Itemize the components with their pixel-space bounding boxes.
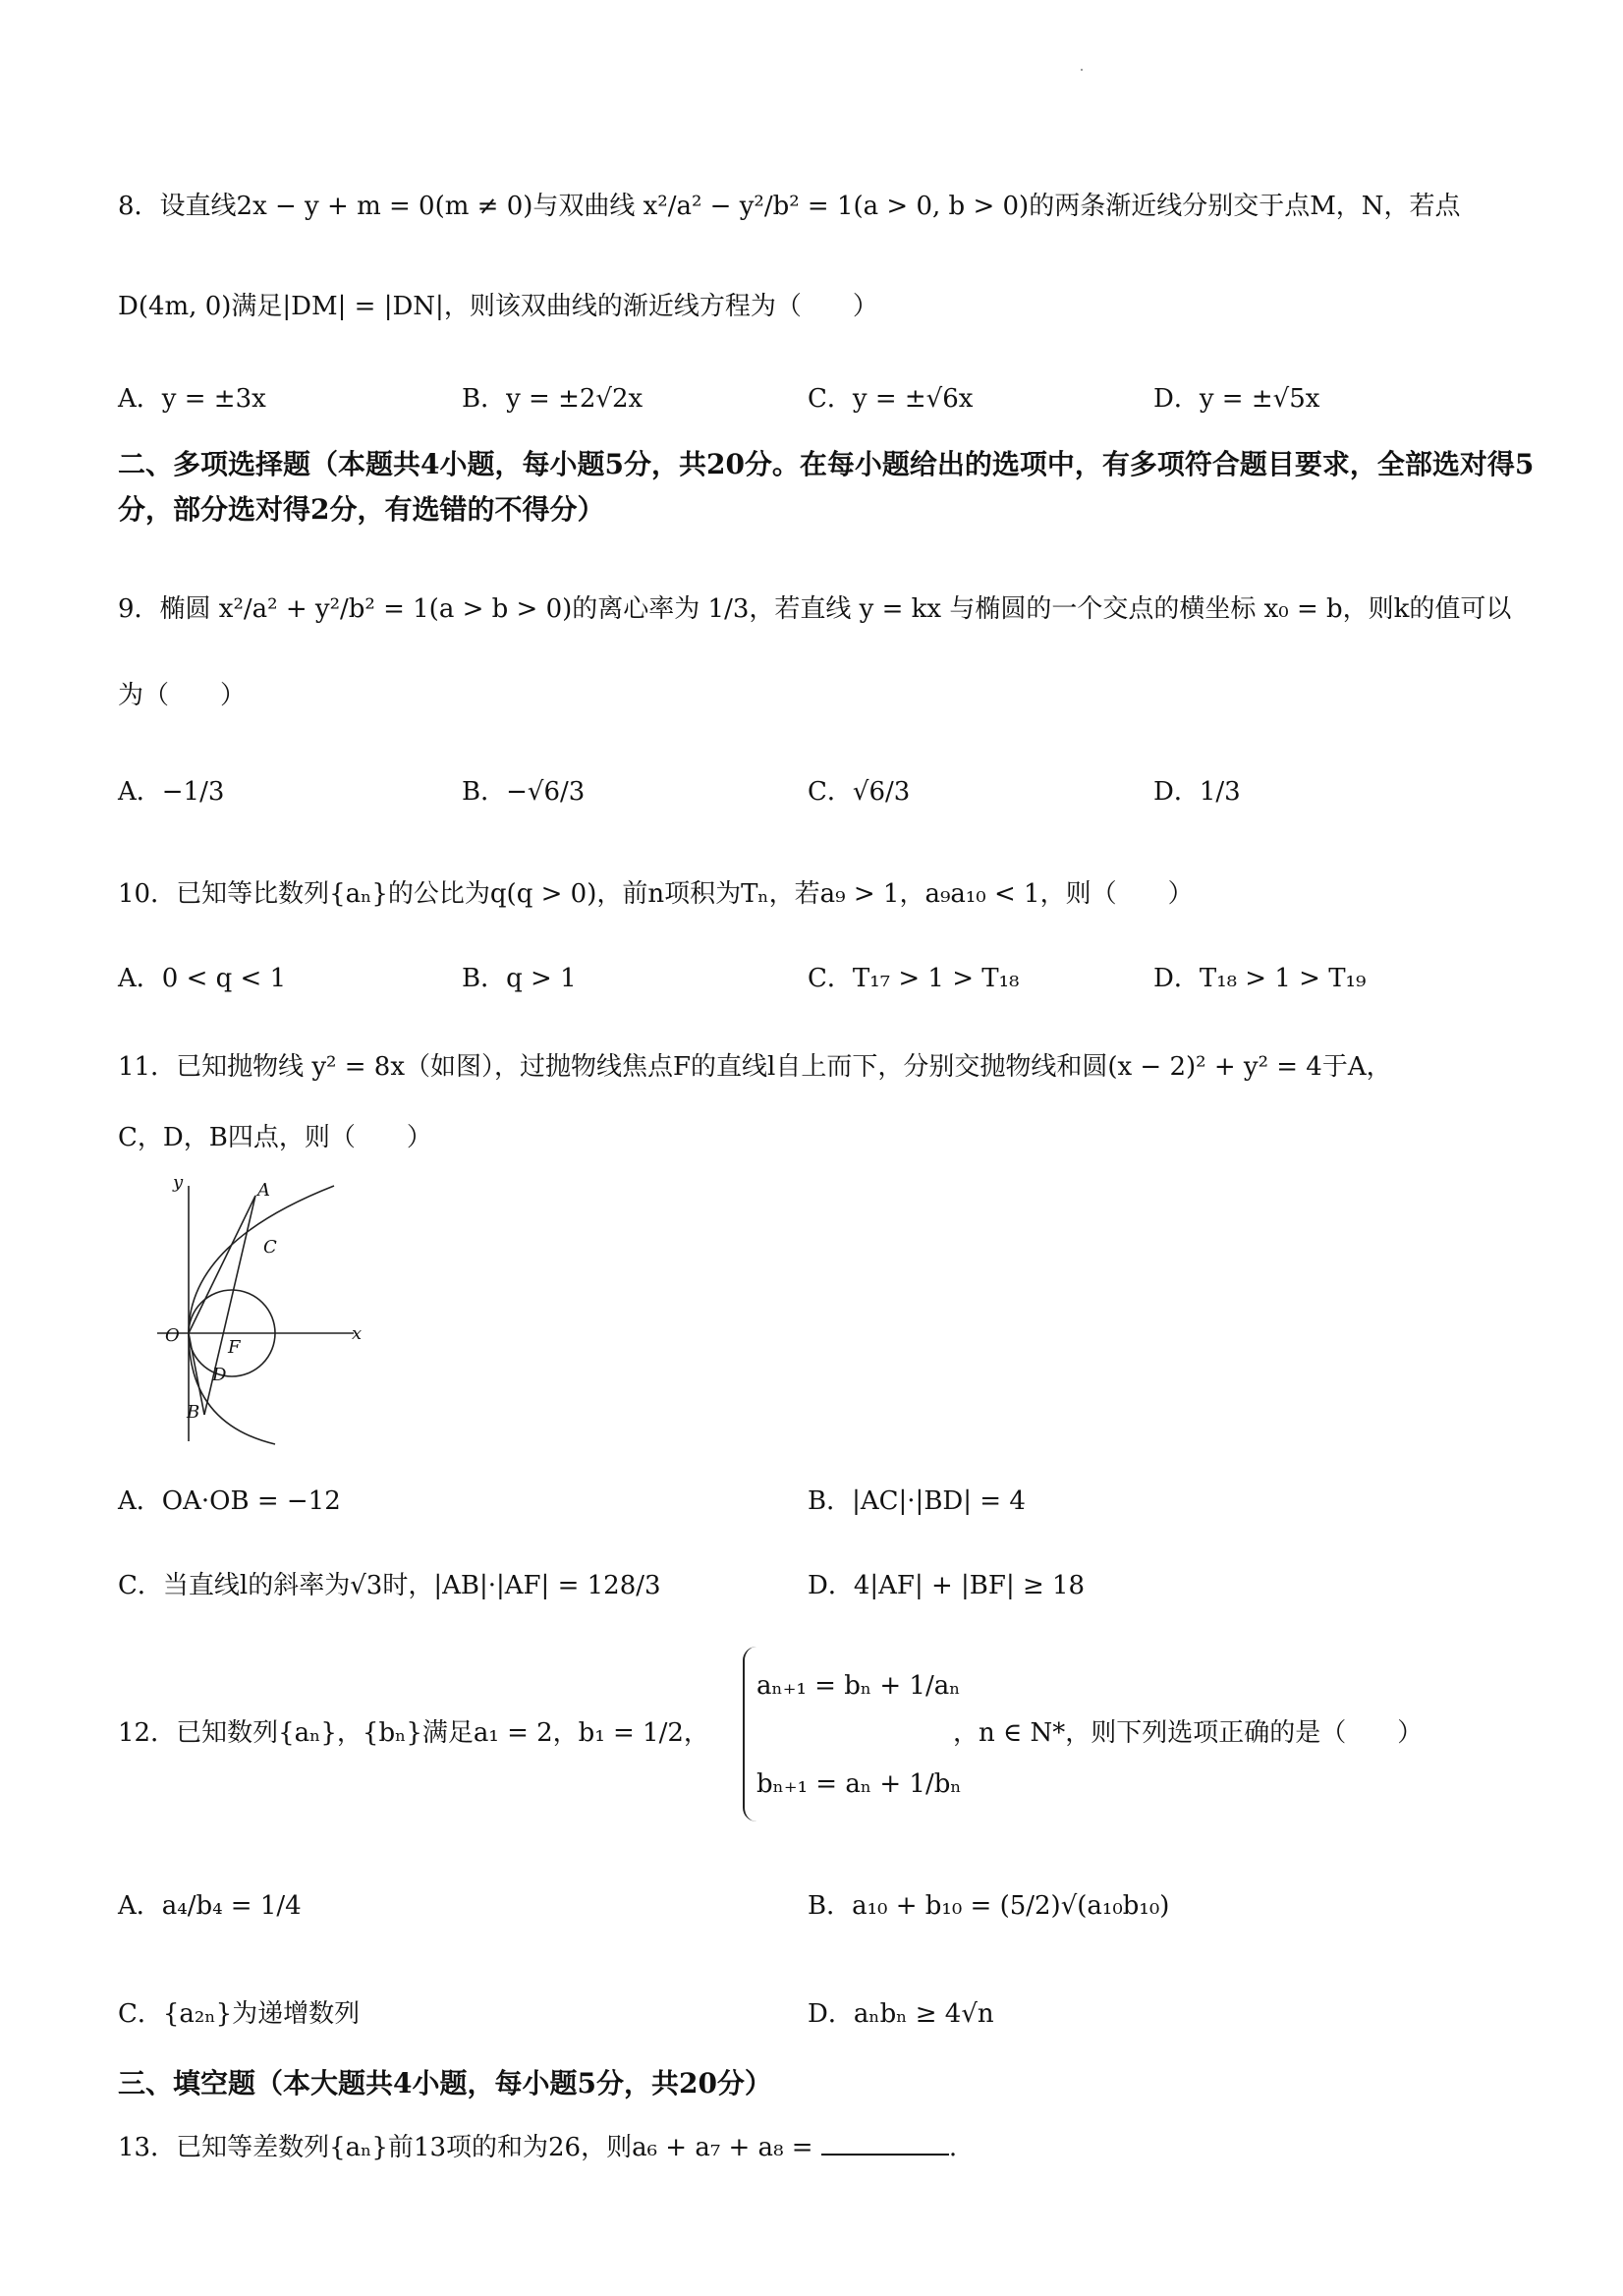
parabola-circle-figure — [147, 1174, 373, 1449]
q12-option-b: B．a₁₀ + b₁₀ = (5/2)√(a₁₀b₁₀) — [808, 1891, 1170, 1921]
q9-option-a: A．−1/3 — [118, 777, 225, 807]
q8-line1: 8．设直线2x − y + m = 0(m ≠ 0)与双曲线 x²/a² − y²/b² = 1(a > 0, b > 0)的两条渐近线分别交于点M，N，若点 — [118, 192, 1461, 221]
q13-answer-blank[interactable] — [821, 2130, 949, 2156]
q8-line2: D(4m, 0)满足|DM| = |DN|，则该双曲线的渐近线方程为（ ） — [118, 292, 878, 321]
q10-option-b: B．q > 1 — [462, 964, 577, 993]
q11-option-b: B．|AC|·|BD| = 4 — [808, 1486, 1026, 1516]
parabola-curve — [189, 1186, 334, 1444]
label-d: D — [212, 1365, 227, 1385]
q11-option-d: D．4|AF| + |BF| ≥ 18 — [808, 1571, 1086, 1600]
q8-option-b: B．y = ±2√2x — [462, 384, 644, 414]
q12-line1-tail: ，n ∈ N*，则下列选项正确的是（ ） — [953, 1718, 1424, 1748]
section-2-heading: 二、多项选择题（本题共4小题，每小题5分，共20分。在每小题给出的选项中，有多项符合题目要求，全部选对得5分，部分选对得2分，有选错的不得分） — [118, 448, 1535, 526]
q8-option-d: D．y = ±√5x — [1153, 384, 1320, 414]
q10-line1: 10．已知等比数列{aₙ}的公比为q(q > 0)，前n项积为Tₙ，若a₉ > 1，a₉a₁₀ < 1，则（ ） — [118, 879, 1194, 909]
q10-option-d: D．T₁₈ > 1 > T₁₉ — [1153, 964, 1367, 993]
q13-text: 13．已知等差数列{aₙ}前13项的和为26，则a₆ + a₇ + a₈ = — [118, 2133, 813, 2162]
section-3-heading: 三、填空题（本大题共4小题，每小题5分，共20分） — [118, 2067, 772, 2100]
q12-option-a: A．a₄/b₄ = 1/4 — [118, 1891, 302, 1921]
q9-line2: 为（ ） — [118, 681, 247, 710]
label-c: C — [263, 1237, 277, 1258]
q8-option-a: A．y = ±3x — [118, 384, 266, 414]
segment-oa — [189, 1196, 255, 1333]
q10-option-a: A．0 < q < 1 — [118, 964, 287, 993]
q9-option-d: D．1/3 — [1153, 777, 1241, 807]
q9-option-b: B．−√6/3 — [462, 777, 586, 807]
label-b: B — [187, 1402, 200, 1423]
q11-option-a: A．OA·OB = −12 — [118, 1486, 341, 1516]
q11-option-c: C．当直线l的斜率为√3时，|AB|·|AF| = 128/3 — [118, 1571, 661, 1600]
q9-line1: 9．椭圆 x²/a² + y²/b² = 1(a > b > 0)的离心率为 1/3，若直线 y = kx 与椭圆的一个交点的横坐标 x₀ = b，则k的值可以 — [118, 594, 1512, 624]
q11-line2: C，D，B四点，则（ ） — [118, 1123, 432, 1152]
q10-option-c: C．T₁₇ > 1 > T₁₈ — [808, 964, 1020, 993]
label-a: A — [257, 1180, 270, 1201]
q12-system-eq2: bₙ₊₁ = aₙ + 1/bₙ — [756, 1769, 962, 1799]
q12-option-d: D．aₙbₙ ≥ 4√n — [808, 1999, 994, 2029]
q12-line1: 12．已知数列{aₙ}，{bₙ}满足a₁ = 2，b₁ = 1/2， — [118, 1718, 709, 1748]
q8-option-c: C．y = ±√6x — [808, 384, 974, 414]
label-f: F — [228, 1337, 241, 1358]
q12-system-eq1: aₙ₊₁ = bₙ + 1/aₙ — [756, 1671, 961, 1701]
q11-line1: 11．已知抛物线 y² = 8x（如图），过抛物线焦点F的直线l自上而下，分别交抛物线和圆(x − 2)² + y² = 4于A， — [118, 1052, 1392, 1082]
q13-line — [118, 2128, 957, 2167]
label-o: O — [165, 1325, 180, 1346]
scan-dot — [1081, 69, 1083, 71]
label-x: x — [352, 1323, 363, 1344]
q9-option-c: C．√6/3 — [808, 777, 911, 807]
q13-period: . — [948, 2133, 958, 2162]
label-y: y — [173, 1174, 184, 1193]
q12-option-c: C．{a₂ₙ}为递增数列 — [118, 1999, 361, 2029]
